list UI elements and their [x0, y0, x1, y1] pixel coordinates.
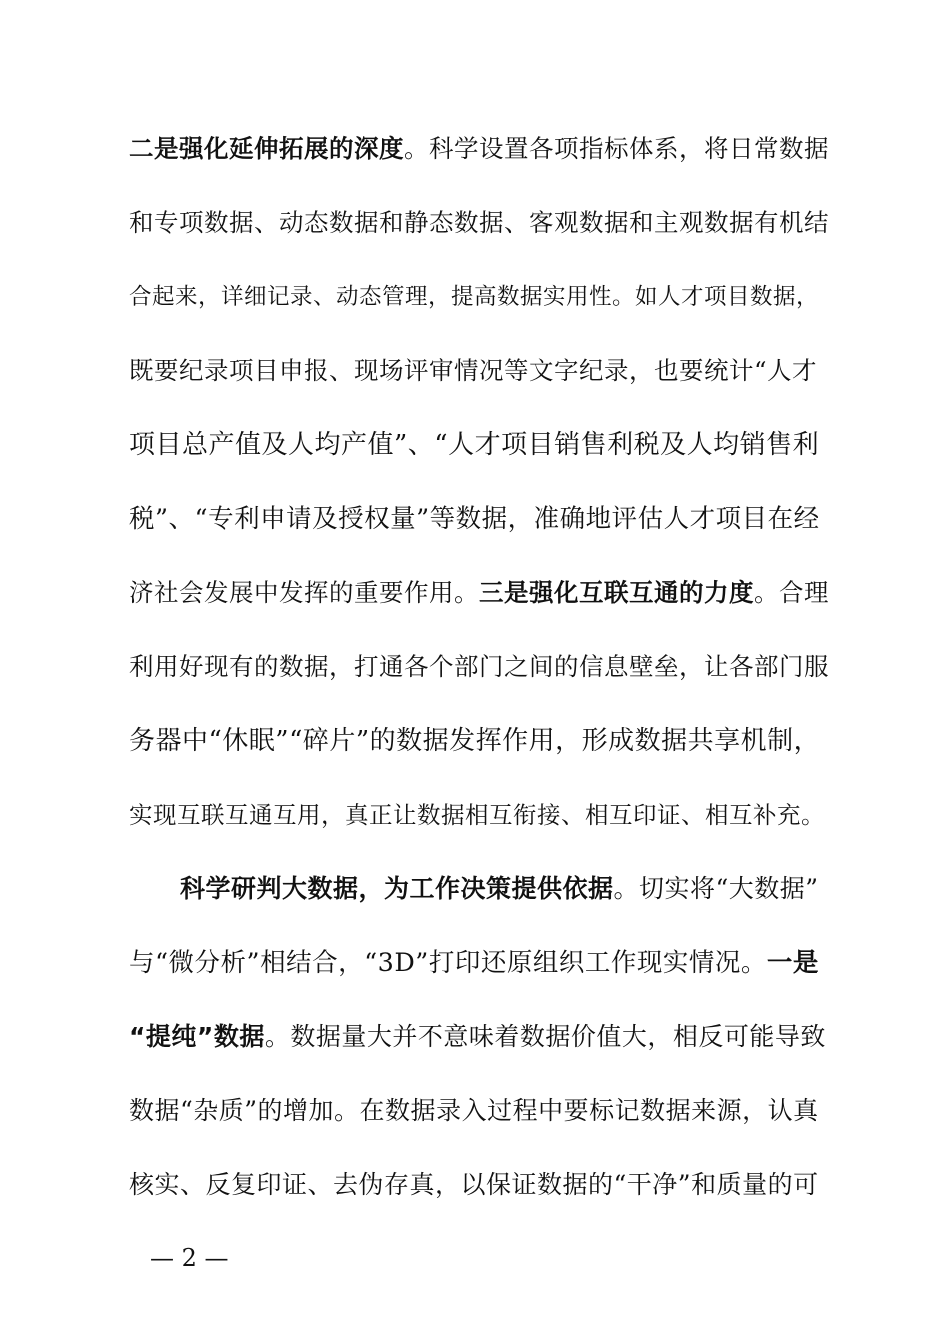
text-span: 。合理 [754, 578, 829, 607]
text-span: 。科学设置各项指标体系，将日常数据 [404, 134, 829, 163]
text-line [129, 721, 829, 761]
text-line [129, 425, 829, 465]
bold-heading: “提纯”数据 [129, 1022, 265, 1051]
text-line [129, 203, 829, 243]
text-line [129, 647, 829, 687]
text-line [129, 1091, 829, 1131]
text-line [129, 943, 829, 983]
text-span: 。数据量大并不意味着数据价值大，相反可能导致 [264, 1022, 826, 1051]
bold-heading: 科学研判大数据，为工作决策提供依据 [180, 874, 614, 903]
text-line [129, 499, 829, 539]
text-span: 实现互联互通互用，真正让数据相互衔接、相互印证、相互补充。 [129, 801, 825, 829]
text-span: 数据“杂质”的增加。在数据录入过程中要标记数据来源，认真 [129, 1096, 819, 1125]
text-span: 项目总产值及人均产值”、“人才项目销售利税及人均销售利 [129, 430, 820, 460]
text-span: 务器中“休眠”“碎片”的数据发挥作用，形成数据共享机制， [129, 726, 821, 756]
bold-heading: 二是强化延伸拓展的深度 [129, 134, 404, 163]
text-span: 核实、反复印证、去伪存真，以保证数据的“干净”和质量的可 [129, 1170, 819, 1199]
text-line [129, 1017, 829, 1057]
text-span: 合起来，详细记录、动态管理，提高数据实用性。如人才项目数据， [129, 284, 820, 310]
page-number: — 2 — [150, 1244, 229, 1272]
text-line [129, 277, 829, 317]
paragraph-first-line [180, 869, 830, 909]
text-span: 既要纪录项目申报、现场评审情况等文字纪录，也要统计“人才 [129, 356, 818, 385]
text-line [129, 1165, 829, 1205]
bold-heading: 三是强化互联互通的力度 [479, 578, 754, 607]
text-span: 。切实将“大数据” [613, 874, 819, 903]
text-span: 济社会发展中发挥的重要作用。 [129, 578, 479, 607]
text-span: 税”、“专利申请及授权量”等数据，准确地评估人才项目在经 [129, 504, 820, 534]
text-span: 和专项数据、动态数据和静态数据、客观数据和主观数据有机结 [129, 208, 829, 237]
text-line [129, 351, 829, 391]
text-line [129, 573, 829, 613]
text-span: 利用好现有的数据，打通各个部门之间的信息壁垒，让各部门服 [129, 652, 829, 681]
text-span: 与“微分析”相结合，“3D”打印还原组织工作现实情况。 [129, 948, 767, 978]
text-line [129, 795, 829, 835]
bold-heading: 一是 [766, 948, 819, 978]
text-line [129, 129, 829, 169]
